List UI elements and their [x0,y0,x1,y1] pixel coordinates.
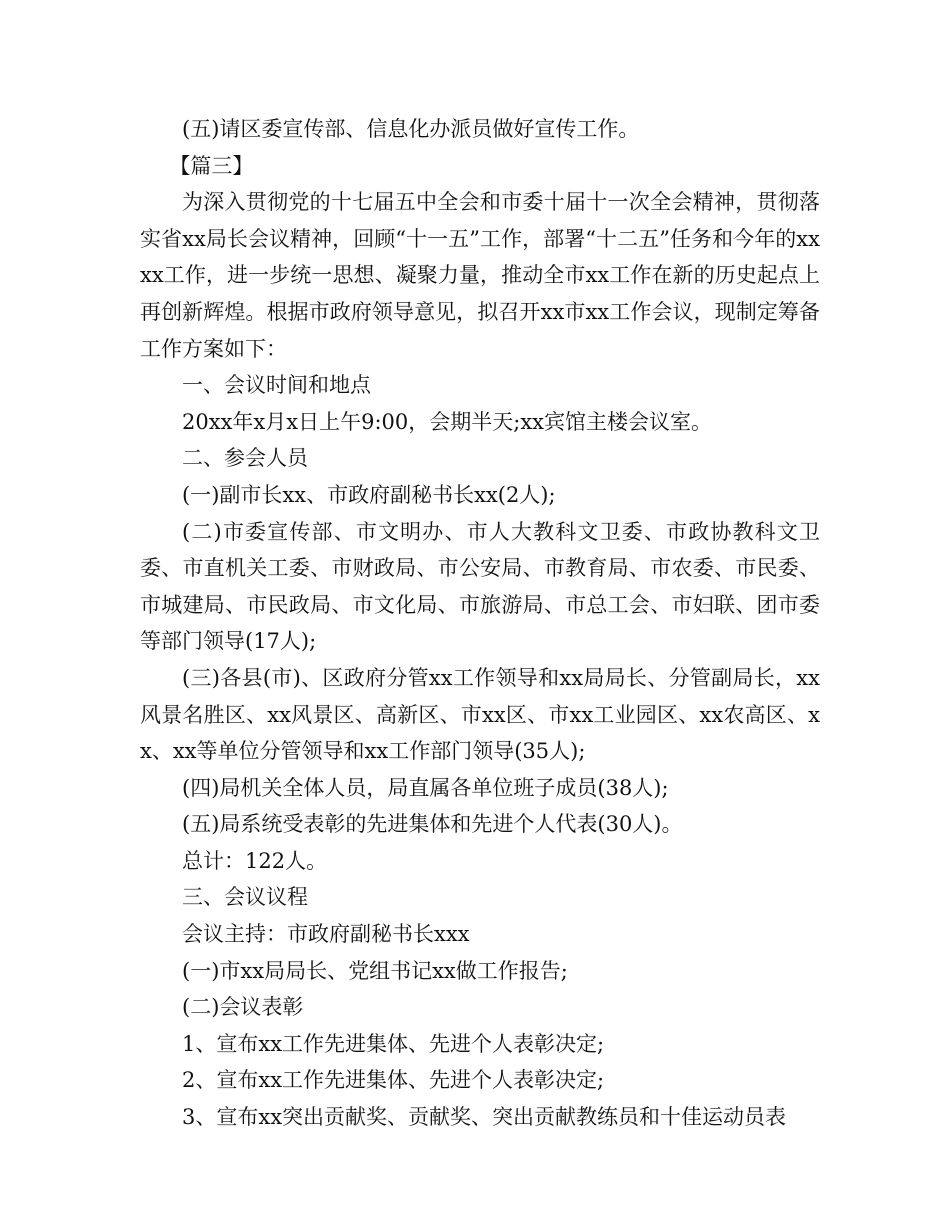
heading-attendees: 二、参会人员 [182,446,308,471]
agenda-item-1: (一)市xx局局长、党组书记xx做工作报告; [182,958,568,983]
agenda-item-2: (二)会议表彰 [182,995,304,1020]
agenda-subitem-2: 2、宣布xx工作先进集体、先进个人表彰决定; [182,1068,605,1093]
paragraph-introduction: 为深入贯彻党的十七届五中全会和市委十届十一次全会精神，贯彻落实省xx局长会议精神，回顾“十一五”工作，部署“十二五”任务和今年的xxxx工作，进一步统一思想、凝聚力量，推动全市xx工作在新的历史起点上再创新辉煌。根据市政府领导意见，拟召开xx市xx工作会议，现制定筹备工作方案如下： [140,190,820,361]
attendee-item-1: (一)副市长xx、市政府副秘书长xx(2人); [182,482,556,507]
attendee-total: 总计：122人。 [182,848,328,873]
heading-meeting-time-place: 一、会议时间和地点 [182,373,371,398]
agenda-host: 会议主持：市政府副秘书长xxx [182,922,470,947]
agenda-subitem-3: 3、宣布xx突出贡献奖、贡献奖、突出贡献教练员和十佳运动员表 [182,1105,787,1130]
attendee-item-4: (四)局机关全体人员，局直属各单位班子成员(38人); [182,775,669,800]
attendee-item-2: (二)市委宣传部、市文明办、市人大教科文卫委、市政协教科文卫委、市直机关工委、市财政局、市公安局、市教育局、市农委、市民委、市城建局、市民政局、市文化局、市旅游局、市总工会、市妇联、团市委等部门领导(17人); [140,519,820,654]
paragraph-meeting-time-place: 20xx年x月x日上午9:00，会期半天;xx宾馆主楼会议室。 [182,409,713,434]
heading-agenda: 三、会议议程 [182,885,308,910]
section-heading-part-three: 【篇三】 [169,153,254,178]
document-body [140,111,820,1136]
attendee-item-3: (三)各县(市)、区政府分管xx工作领导和xx局局长、分管副局长，xx风景名胜区、xx风景区、高新区、市xx区、市xx工业园区、xx农高区、xx、xx等单位分管领导和xx工作部门领导(35人); [140,665,820,764]
attendee-item-5: (五)局系统受表彰的先进集体和先进个人代表(30人)。 [182,812,683,837]
paragraph-publicity-request: (五)请区委宣传部、信息化办派员做好宣传工作。 [182,117,640,141]
agenda-subitem-1: 1、宣布xx工作先进集体、先进个人表彰决定; [182,1031,605,1056]
